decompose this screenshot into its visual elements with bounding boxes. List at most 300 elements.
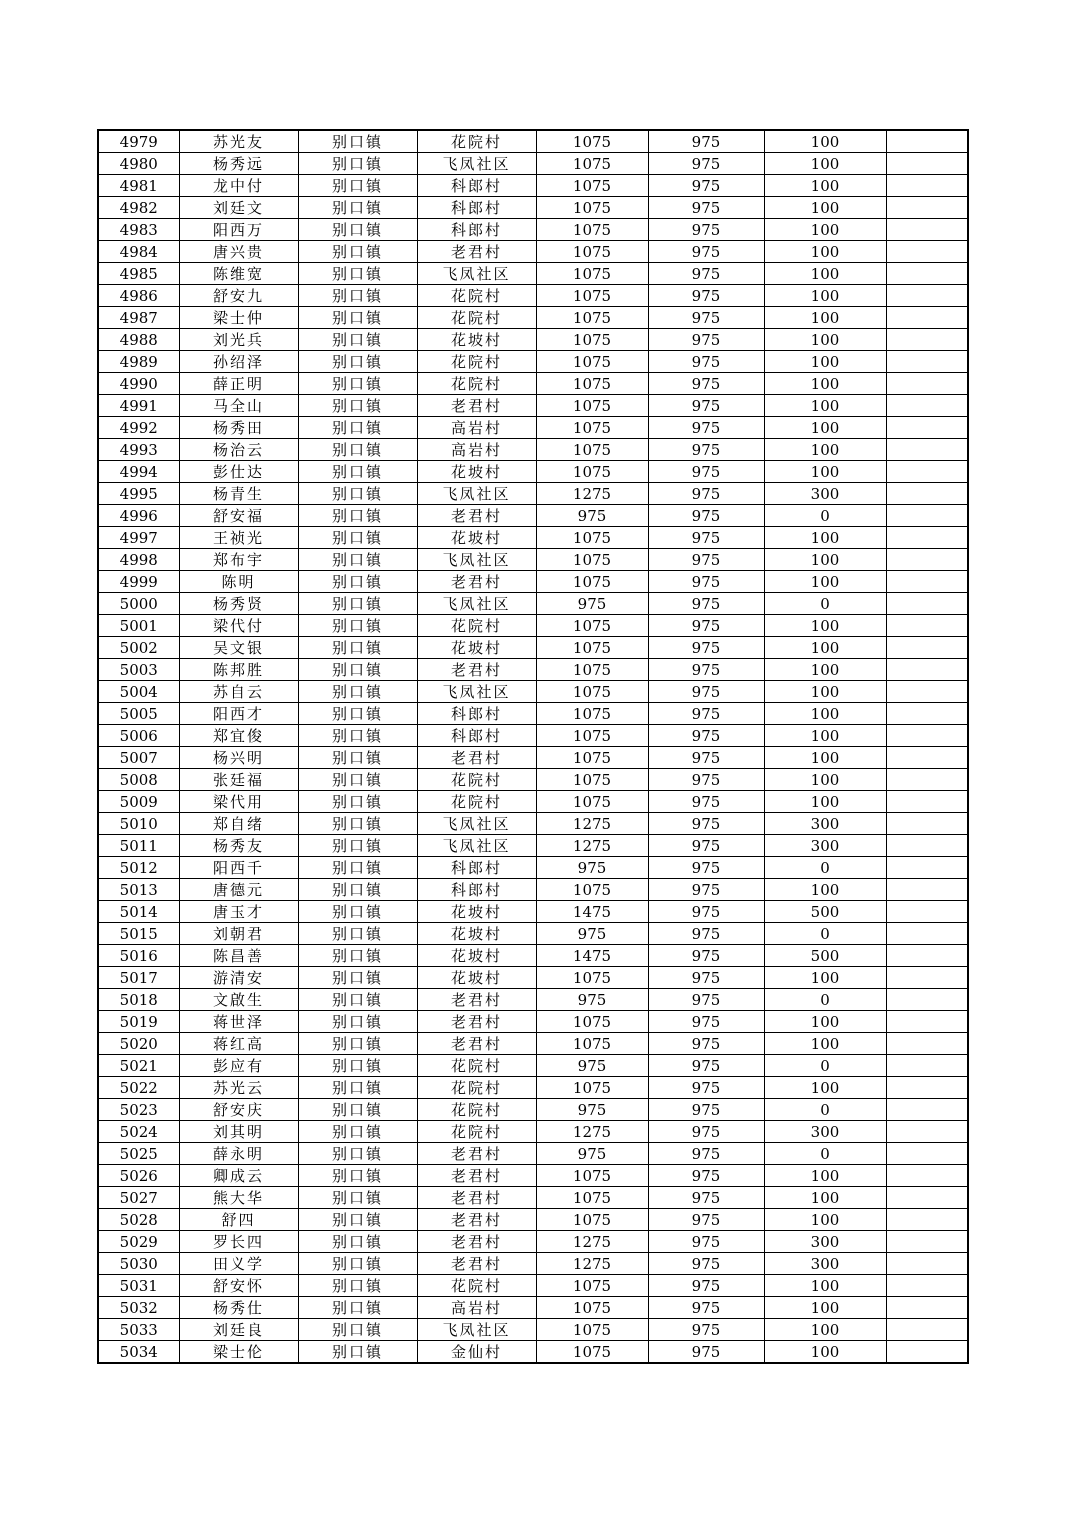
village-cell: 花院村	[417, 791, 536, 813]
table-row	[98, 747, 968, 769]
name-cell: 彭应有	[179, 1055, 298, 1077]
village-cell: 老君村	[417, 747, 536, 769]
amount-b-cell: 975	[648, 417, 764, 439]
town-cell: 别口镇	[298, 967, 417, 989]
amount-a-cell: 1075	[536, 637, 648, 659]
amount-b-cell: 975	[648, 1165, 764, 1187]
village-cell: 老君村	[417, 1209, 536, 1231]
amount-b-cell: 975	[648, 725, 764, 747]
village-cell: 花院村	[417, 1099, 536, 1121]
table-row	[98, 461, 968, 483]
amount-a-cell: 1075	[536, 1275, 648, 1297]
remark-cell	[886, 1341, 968, 1364]
town-cell: 别口镇	[298, 417, 417, 439]
name-cell: 刘廷良	[179, 1319, 298, 1341]
name-cell: 唐兴贵	[179, 241, 298, 263]
difference-cell: 100	[764, 1275, 886, 1297]
amount-b-cell: 975	[648, 1143, 764, 1165]
table-row	[98, 681, 968, 703]
difference-cell: 100	[764, 703, 886, 725]
difference-cell: 100	[764, 417, 886, 439]
remark-cell	[886, 439, 968, 461]
name-cell: 舒四	[179, 1209, 298, 1231]
record-number-cell: 4997	[98, 527, 179, 549]
name-cell: 梁士仲	[179, 307, 298, 329]
record-number-cell: 5018	[98, 989, 179, 1011]
amount-b-cell: 975	[648, 857, 764, 879]
amount-b-cell: 975	[648, 769, 764, 791]
town-cell: 别口镇	[298, 681, 417, 703]
record-number-cell: 4982	[98, 197, 179, 219]
name-cell: 舒安庆	[179, 1099, 298, 1121]
name-cell: 梁士伦	[179, 1341, 298, 1364]
difference-cell: 100	[764, 1011, 886, 1033]
record-number-cell: 5000	[98, 593, 179, 615]
table-row	[98, 439, 968, 461]
difference-cell: 500	[764, 945, 886, 967]
record-number-cell: 4988	[98, 329, 179, 351]
remark-cell	[886, 1099, 968, 1121]
table-row	[98, 1231, 968, 1253]
difference-cell: 100	[764, 439, 886, 461]
remark-cell	[886, 791, 968, 813]
village-cell: 老君村	[417, 1253, 536, 1275]
amount-b-cell: 975	[648, 901, 764, 923]
amount-a-cell: 1075	[536, 153, 648, 175]
town-cell: 别口镇	[298, 1187, 417, 1209]
amount-a-cell: 975	[536, 989, 648, 1011]
town-cell: 别口镇	[298, 219, 417, 241]
difference-cell: 100	[764, 373, 886, 395]
amount-a-cell: 1275	[536, 1121, 648, 1143]
amount-a-cell: 1075	[536, 571, 648, 593]
difference-cell: 100	[764, 1165, 886, 1187]
village-cell: 花院村	[417, 1275, 536, 1297]
name-cell: 吴文银	[179, 637, 298, 659]
village-cell: 花坡村	[417, 945, 536, 967]
record-number-cell: 4981	[98, 175, 179, 197]
village-cell: 老君村	[417, 1231, 536, 1253]
name-cell: 杨治云	[179, 439, 298, 461]
amount-b-cell: 975	[648, 1231, 764, 1253]
record-number-cell: 5029	[98, 1231, 179, 1253]
town-cell: 别口镇	[298, 329, 417, 351]
record-number-cell: 5013	[98, 879, 179, 901]
difference-cell: 100	[764, 659, 886, 681]
record-number-cell: 5006	[98, 725, 179, 747]
village-cell: 金仙村	[417, 1341, 536, 1364]
amount-b-cell: 975	[648, 703, 764, 725]
remark-cell	[886, 153, 968, 175]
table-row	[98, 1209, 968, 1231]
record-number-cell: 4985	[98, 263, 179, 285]
village-cell: 老君村	[417, 659, 536, 681]
record-number-cell: 5009	[98, 791, 179, 813]
amount-a-cell: 1475	[536, 945, 648, 967]
village-cell: 飞凤社区	[417, 483, 536, 505]
table-row	[98, 945, 968, 967]
amount-b-cell: 975	[648, 153, 764, 175]
difference-cell: 100	[764, 1209, 886, 1231]
table-row	[98, 241, 968, 263]
table-row	[98, 703, 968, 725]
remark-cell	[886, 1011, 968, 1033]
record-number-cell: 5017	[98, 967, 179, 989]
village-cell: 花坡村	[417, 329, 536, 351]
table-row	[98, 571, 968, 593]
town-cell: 别口镇	[298, 373, 417, 395]
record-number-cell: 5024	[98, 1121, 179, 1143]
name-cell: 刘其明	[179, 1121, 298, 1143]
record-number-cell: 5026	[98, 1165, 179, 1187]
amount-a-cell: 1075	[536, 417, 648, 439]
town-cell: 别口镇	[298, 527, 417, 549]
table-row	[98, 285, 968, 307]
village-cell: 花院村	[417, 130, 536, 153]
record-number-cell: 5030	[98, 1253, 179, 1275]
difference-cell: 100	[764, 967, 886, 989]
town-cell: 别口镇	[298, 1319, 417, 1341]
record-number-cell: 5032	[98, 1297, 179, 1319]
town-cell: 别口镇	[298, 1231, 417, 1253]
remark-cell	[886, 813, 968, 835]
town-cell: 别口镇	[298, 549, 417, 571]
amount-b-cell: 975	[648, 1275, 764, 1297]
village-cell: 花院村	[417, 373, 536, 395]
difference-cell: 100	[764, 263, 886, 285]
remark-cell	[886, 483, 968, 505]
village-cell: 飞凤社区	[417, 549, 536, 571]
town-cell: 别口镇	[298, 285, 417, 307]
record-number-cell: 4994	[98, 461, 179, 483]
town-cell: 别口镇	[298, 175, 417, 197]
village-cell: 花坡村	[417, 901, 536, 923]
name-cell: 王祯光	[179, 527, 298, 549]
remark-cell	[886, 395, 968, 417]
difference-cell: 100	[764, 130, 886, 153]
name-cell: 阳西千	[179, 857, 298, 879]
village-cell: 高岩村	[417, 439, 536, 461]
town-cell: 别口镇	[298, 615, 417, 637]
amount-a-cell: 1075	[536, 395, 648, 417]
difference-cell: 100	[764, 615, 886, 637]
town-cell: 别口镇	[298, 813, 417, 835]
remark-cell	[886, 835, 968, 857]
record-number-cell: 4986	[98, 285, 179, 307]
remark-cell	[886, 703, 968, 725]
remark-cell	[886, 1121, 968, 1143]
difference-cell: 300	[764, 1253, 886, 1275]
amount-b-cell: 975	[648, 1319, 764, 1341]
town-cell: 别口镇	[298, 241, 417, 263]
amount-b-cell: 975	[648, 395, 764, 417]
village-cell: 花院村	[417, 307, 536, 329]
village-cell: 花院村	[417, 285, 536, 307]
name-cell: 杨青生	[179, 483, 298, 505]
table-row	[98, 307, 968, 329]
amount-a-cell: 1075	[536, 791, 648, 813]
table-row	[98, 923, 968, 945]
village-cell: 飞凤社区	[417, 153, 536, 175]
town-cell: 别口镇	[298, 351, 417, 373]
village-cell: 花院村	[417, 615, 536, 637]
record-number-cell: 5021	[98, 1055, 179, 1077]
remark-cell	[886, 1253, 968, 1275]
record-number-cell: 4998	[98, 549, 179, 571]
amount-a-cell: 1075	[536, 527, 648, 549]
amount-b-cell: 975	[648, 1033, 764, 1055]
record-number-cell: 5008	[98, 769, 179, 791]
difference-cell: 100	[764, 747, 886, 769]
difference-cell: 0	[764, 989, 886, 1011]
village-cell: 科郎村	[417, 219, 536, 241]
remark-cell	[886, 593, 968, 615]
town-cell: 别口镇	[298, 263, 417, 285]
amount-b-cell: 975	[648, 197, 764, 219]
record-number-cell: 5005	[98, 703, 179, 725]
name-cell: 罗长四	[179, 1231, 298, 1253]
name-cell: 陈明	[179, 571, 298, 593]
amount-a-cell: 975	[536, 1055, 648, 1077]
amount-a-cell: 1075	[536, 175, 648, 197]
village-cell: 老君村	[417, 241, 536, 263]
amount-a-cell: 1275	[536, 1253, 648, 1275]
amount-a-cell: 1075	[536, 329, 648, 351]
difference-cell: 100	[764, 351, 886, 373]
remark-cell	[886, 329, 968, 351]
record-number-cell: 4989	[98, 351, 179, 373]
table-row	[98, 1033, 968, 1055]
town-cell: 别口镇	[298, 307, 417, 329]
table-row	[98, 1121, 968, 1143]
record-number-cell: 4992	[98, 417, 179, 439]
table-row	[98, 1165, 968, 1187]
table-row	[98, 1253, 968, 1275]
amount-b-cell: 975	[648, 1253, 764, 1275]
town-cell: 别口镇	[298, 901, 417, 923]
amount-b-cell: 975	[648, 923, 764, 945]
village-cell: 花坡村	[417, 527, 536, 549]
name-cell: 刘廷文	[179, 197, 298, 219]
amount-a-cell: 1075	[536, 725, 648, 747]
amount-a-cell: 1075	[536, 1033, 648, 1055]
amount-a-cell: 1075	[536, 351, 648, 373]
name-cell: 文啟生	[179, 989, 298, 1011]
table-row	[98, 1297, 968, 1319]
village-cell: 花坡村	[417, 461, 536, 483]
amount-b-cell: 975	[648, 1121, 764, 1143]
remark-cell	[886, 1143, 968, 1165]
remark-cell	[886, 901, 968, 923]
name-cell: 卿成云	[179, 1165, 298, 1187]
difference-cell: 0	[764, 1055, 886, 1077]
record-number-cell: 4993	[98, 439, 179, 461]
amount-a-cell: 1075	[536, 1187, 648, 1209]
remark-cell	[886, 967, 968, 989]
village-cell: 花坡村	[417, 923, 536, 945]
amount-b-cell: 975	[648, 1341, 764, 1364]
table-row	[98, 329, 968, 351]
remark-cell	[886, 1297, 968, 1319]
record-number-cell: 5011	[98, 835, 179, 857]
village-cell: 科郎村	[417, 879, 536, 901]
amount-a-cell: 1075	[536, 879, 648, 901]
amount-a-cell: 1275	[536, 1231, 648, 1253]
table-row	[98, 1319, 968, 1341]
name-cell: 郑宜俊	[179, 725, 298, 747]
amount-a-cell: 1075	[536, 747, 648, 769]
difference-cell: 0	[764, 857, 886, 879]
record-number-cell: 5031	[98, 1275, 179, 1297]
difference-cell: 300	[764, 1121, 886, 1143]
name-cell: 刘光兵	[179, 329, 298, 351]
remark-cell	[886, 1033, 968, 1055]
name-cell: 陈昌善	[179, 945, 298, 967]
remark-cell	[886, 857, 968, 879]
amount-b-cell: 975	[648, 1099, 764, 1121]
amount-a-cell: 1075	[536, 1341, 648, 1364]
village-cell: 老君村	[417, 1143, 536, 1165]
amount-a-cell: 1075	[536, 373, 648, 395]
table-row	[98, 989, 968, 1011]
remark-cell	[886, 307, 968, 329]
difference-cell: 100	[764, 879, 886, 901]
village-cell: 老君村	[417, 1187, 536, 1209]
amount-a-cell: 1075	[536, 263, 648, 285]
remark-cell	[886, 923, 968, 945]
table-row	[98, 615, 968, 637]
village-cell: 老君村	[417, 571, 536, 593]
record-number-cell: 4984	[98, 241, 179, 263]
difference-cell: 100	[764, 1033, 886, 1055]
village-cell: 科郎村	[417, 703, 536, 725]
table-row	[98, 351, 968, 373]
village-cell: 老君村	[417, 505, 536, 527]
table-row	[98, 637, 968, 659]
amount-b-cell: 975	[648, 967, 764, 989]
village-cell: 老君村	[417, 1033, 536, 1055]
amount-a-cell: 1075	[536, 197, 648, 219]
record-number-cell: 5001	[98, 615, 179, 637]
amount-a-cell: 1075	[536, 1165, 648, 1187]
town-cell: 别口镇	[298, 197, 417, 219]
name-cell: 薛永明	[179, 1143, 298, 1165]
name-cell: 龙中付	[179, 175, 298, 197]
remark-cell	[886, 527, 968, 549]
difference-cell: 300	[764, 835, 886, 857]
remark-cell	[886, 197, 968, 219]
town-cell: 别口镇	[298, 483, 417, 505]
amount-b-cell: 975	[648, 681, 764, 703]
name-cell: 熊大华	[179, 1187, 298, 1209]
town-cell: 别口镇	[298, 395, 417, 417]
remark-cell	[886, 130, 968, 153]
amount-a-cell: 1075	[536, 681, 648, 703]
amount-b-cell: 975	[648, 461, 764, 483]
name-cell: 马全山	[179, 395, 298, 417]
amount-b-cell: 975	[648, 593, 764, 615]
table-row	[98, 813, 968, 835]
town-cell: 别口镇	[298, 593, 417, 615]
table-row	[98, 1143, 968, 1165]
difference-cell: 100	[764, 681, 886, 703]
name-cell: 杨秀贤	[179, 593, 298, 615]
town-cell: 别口镇	[298, 791, 417, 813]
amount-a-cell: 1075	[536, 1319, 648, 1341]
village-cell: 高岩村	[417, 417, 536, 439]
name-cell: 彭仕达	[179, 461, 298, 483]
amount-a-cell: 975	[536, 1143, 648, 1165]
difference-cell: 100	[764, 637, 886, 659]
name-cell: 蒋红高	[179, 1033, 298, 1055]
village-cell: 科郎村	[417, 175, 536, 197]
record-number-cell: 5033	[98, 1319, 179, 1341]
name-cell: 梁代用	[179, 791, 298, 813]
amount-b-cell: 975	[648, 285, 764, 307]
remark-cell	[886, 1187, 968, 1209]
town-cell: 别口镇	[298, 505, 417, 527]
amount-b-cell: 975	[648, 615, 764, 637]
table-row	[98, 1275, 968, 1297]
table-row	[98, 659, 968, 681]
difference-cell: 100	[764, 1187, 886, 1209]
difference-cell: 100	[764, 329, 886, 351]
record-number-cell: 4979	[98, 130, 179, 153]
town-cell: 别口镇	[298, 1121, 417, 1143]
record-number-cell: 5014	[98, 901, 179, 923]
record-number-cell: 5002	[98, 637, 179, 659]
town-cell: 别口镇	[298, 989, 417, 1011]
amount-b-cell: 975	[648, 637, 764, 659]
name-cell: 阳西才	[179, 703, 298, 725]
amount-b-cell: 975	[648, 1011, 764, 1033]
difference-cell: 100	[764, 461, 886, 483]
record-number-cell: 5034	[98, 1341, 179, 1364]
name-cell: 郑自绪	[179, 813, 298, 835]
town-cell: 别口镇	[298, 637, 417, 659]
amount-a-cell: 1075	[536, 615, 648, 637]
record-number-cell: 5019	[98, 1011, 179, 1033]
remark-cell	[886, 1077, 968, 1099]
village-cell: 花坡村	[417, 967, 536, 989]
amount-a-cell: 1275	[536, 813, 648, 835]
amount-b-cell: 975	[648, 351, 764, 373]
table-row	[98, 769, 968, 791]
amount-b-cell: 975	[648, 175, 764, 197]
name-cell: 苏光云	[179, 1077, 298, 1099]
town-cell: 别口镇	[298, 1033, 417, 1055]
village-cell: 花院村	[417, 1121, 536, 1143]
amount-a-cell: 975	[536, 857, 648, 879]
amount-b-cell: 975	[648, 659, 764, 681]
village-cell: 花坡村	[417, 637, 536, 659]
name-cell: 薛正明	[179, 373, 298, 395]
amount-b-cell: 975	[648, 373, 764, 395]
name-cell: 杨秀仕	[179, 1297, 298, 1319]
table-row	[98, 725, 968, 747]
remark-cell	[886, 769, 968, 791]
remark-cell	[886, 615, 968, 637]
remark-cell	[886, 1231, 968, 1253]
record-number-cell: 5010	[98, 813, 179, 835]
difference-cell: 0	[764, 1143, 886, 1165]
town-cell: 别口镇	[298, 945, 417, 967]
table-row	[98, 395, 968, 417]
name-cell: 杨秀友	[179, 835, 298, 857]
amount-b-cell: 975	[648, 813, 764, 835]
village-cell: 飞凤社区	[417, 263, 536, 285]
name-cell: 舒安福	[179, 505, 298, 527]
